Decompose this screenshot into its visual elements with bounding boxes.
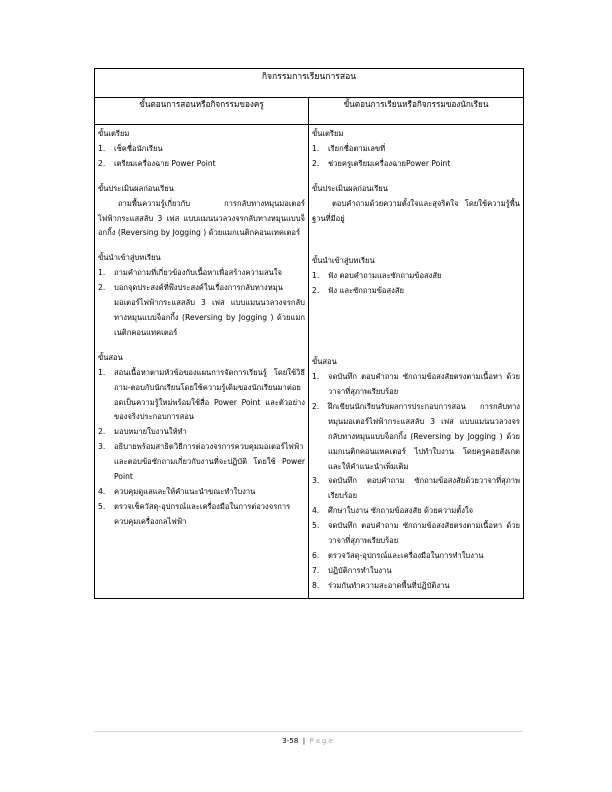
list-item: 2. เตรียมเครื่องฉาย Power Point [98, 158, 216, 168]
step-list [312, 269, 520, 299]
section-title: ขั้นเตรียม [98, 129, 130, 138]
page-number: 3-58 [282, 736, 299, 745]
section-text: ถามพื้นความรู้เกี่ยวกับ การกลับทางหมุนมอเตอร์ไฟฟ้ากระแสสลับ 3 เฟส แบบแมนนวลวงจรกลับทางหมุนแบบจ็อกกิ้ง (Reversing by Jogging ) ด้วยแมกเนติกคอนแทคเตอร์ [98, 198, 305, 238]
list-item: 2. ช่วยครูเตรียมเครื่องฉายPower Point [312, 158, 451, 168]
student-column [309, 125, 524, 599]
activity-table [94, 68, 524, 599]
list-item: 8. ร่วมกันทำความสะอาดพื้นที่ปฏิบัติงาน [312, 580, 450, 590]
teacher-column-header: ขั้นตอนการสอนหรือกิจกรรมของครู [95, 98, 309, 125]
student-teach-section [312, 355, 520, 594]
list-item: 2. ฟัง และซักถามข้อสงสัย [312, 286, 404, 296]
list-item: 6. ตรวจวัสดุ-อุปกรณ์และเครื่องมือในการทำใบงาน [312, 550, 484, 560]
section-title: ขั้นนำเข้าสู่บทเรียน [312, 256, 375, 266]
list-item: 4. ควบคุมดูแลและให้คำแนะนำขณะทำใบงาน [98, 486, 256, 496]
student-prep-section [312, 127, 520, 172]
footer-separator: | [302, 736, 306, 745]
teacher-assess-section [98, 182, 305, 242]
list-item: 1. เช็คชื่อนักเรียน [98, 143, 163, 153]
list-item: 1. สอนเนื้อหาตามหัวข้อของแผนการจัดการเรียนรู้ โดยใช้วิธีถาม-ตอบกับนักเรียนโดยใช้ความรู้เดิมของนักเรียนมาต่อยอดเป็นความรู้ใหม่พร้อมใช้สื่อ Power Point และตัวอย่างของจริงประกอบการสอน [98, 367, 305, 422]
list-item: 4. ศึกษาใบงาน ซักถามข้อสงสัย ด้วยความตั้งใจ [312, 506, 474, 516]
section-title: ขั้นนำเข้าสู่บทเรียน [98, 253, 161, 263]
student-intro-section [312, 254, 520, 345]
section-title: ขั้นประเมินผลก่อนเรียน [312, 183, 388, 193]
list-item: 3. อธิบายพร้อมสาธิตวิธีการต่อวงจรการควบคุมมอเตอร์ไฟฟ้า และตอบข้อซักถามเกี่ยวกับงานที่จะปฏิบัติ โดยใช้ Power Point [98, 442, 305, 482]
step-list [98, 366, 305, 530]
student-column-header: ขั้นตอนการเรียนหรือกิจกรรมของนักเรียน [309, 98, 524, 125]
list-item: 1. ถามคำถามที่เกี่ยวข้องกับเนื้อหาเพื่อสร้างความสนใจ [98, 268, 282, 278]
page-footer [94, 731, 523, 745]
step-list [98, 142, 305, 172]
list-item: 1. ฟัง ตอบคำถามและซักถามข้อสงสัย [312, 271, 442, 281]
list-item: 1. เรียกชื่อตามเลขที่ [312, 143, 386, 153]
section-title: ขั้นสอน [312, 357, 337, 367]
teacher-column [95, 125, 309, 599]
list-item: 7. ปฏิบัติการทำใบงาน [312, 565, 392, 575]
step-list [312, 370, 520, 594]
list-item: 3. จดบันทึก ตอบคำถาม ซักถามข้อสงสัยด้วยวาจาที่สุภาพเรียบร้อย [312, 476, 520, 501]
step-list [312, 142, 520, 172]
list-item: 5. ตรวจเช็ควัสดุ-อุปกรณ์และเครื่องมือในการต่อวงจรการควบคุมเครื่องกลไฟฟ้า [98, 501, 291, 526]
student-assess-section [312, 182, 520, 245]
table-body-row [95, 125, 524, 599]
list-item: 2. มอบหมายใบงานให้ทำ [98, 427, 187, 437]
lesson-activity-sheet [94, 68, 523, 599]
section-title: ขั้นประเมินผลก่อนเรียน [98, 183, 174, 193]
table-title-row [95, 69, 524, 98]
list-item: 5. จดบันทึก ตอบคำถาม ซักถามข้อสงสัยตรงตามเนื้อหา ด้วยวาจาที่สุภาพเรียบร้อย [312, 521, 520, 546]
table-title: กิจกรรมการเรียนการสอน [95, 69, 524, 98]
section-text: ตอบคำถามด้วยความตั้งใจและสุจริตใจ โดยใช้ความรู้พื้นฐานที่มีอยู่ [312, 198, 520, 223]
list-item: 2. บอกจุดประสงค์ที่พึงประสงค์ในเรื่องการกลับทางหมุนมอเตอร์ไฟฟ้ากระแสสลับ 3 เฟส แบบแมนนวลวงจรกลับทางหมุนแบบจ็อกกิ้ง (Reversing by Jogging ) ด้วยแมกเนติกคอนแทคเตอร์ [98, 283, 305, 337]
section-title: ขั้นสอน [98, 352, 123, 362]
list-item: 1. จดบันทึก ตอบคำถาม ซักถามข้อสงสัยตรงตามเนื้อหา ด้วยวาจาที่สุภาพเรียบร้อย [312, 372, 520, 396]
step-list [98, 266, 305, 341]
list-item: 2. ฝึกเขียนนักเรียนรับผลการประกอบการสอน การกลับทางหมุนมอเตอร์ไฟฟ้ากระแสสลับ 3 เฟส แบบแมนนวลวงจรกลับทางหมุนแบบจ็อกกิ้ง (Reversing by Jogging ) ด้วยแมกเนติกคอนแทคเตอร์ ไปทำใบงาน โดยครูคอยสังเกตและให้คำแนะนำเพิ่มเติม [312, 401, 520, 471]
page-label: Page [309, 736, 335, 745]
teacher-prep-section [98, 127, 305, 172]
section-title: ขั้นเตรียม [312, 129, 344, 138]
teacher-teach-section [98, 351, 305, 530]
teacher-intro-section [98, 251, 305, 340]
table-header-row [95, 98, 524, 125]
